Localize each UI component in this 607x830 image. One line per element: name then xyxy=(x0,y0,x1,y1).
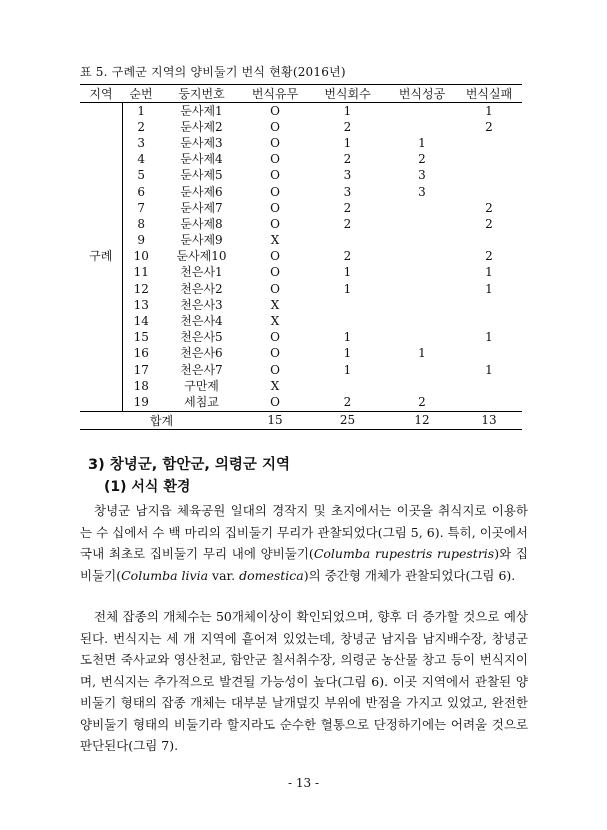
cell-number: 19 xyxy=(133,394,149,409)
table-row xyxy=(80,346,522,362)
table-row xyxy=(80,216,522,232)
cell-breeding: O xyxy=(270,330,280,345)
cell-breeding-failure xyxy=(456,378,522,394)
cell-nest-id: 둔사제10 xyxy=(176,249,227,264)
cell-nest-id: 천은사6 xyxy=(180,346,223,361)
cell-nest-id: 둔사제4 xyxy=(180,152,223,167)
table-row xyxy=(80,378,522,394)
cell-breeding: O xyxy=(270,346,280,361)
para1-scientific-name-2a: Columba livia xyxy=(121,567,209,583)
cell-number: 17 xyxy=(133,362,149,377)
cell-breeding-failure xyxy=(456,313,522,329)
table-row xyxy=(80,184,522,200)
cell-breeding-count: 2 xyxy=(343,152,352,167)
cell-breeding-count xyxy=(307,297,388,313)
cell-nest-id: 천은사4 xyxy=(180,314,223,329)
cell-breeding: O xyxy=(270,119,280,134)
paragraph-hybrids: 전체 잡종의 개체수는 50개체이상이 확인되었으며, 향후 더 증가할 것으로 예상된다. 번식지는 세 개 지역에 흩어져 있었는데, 창녕군 남지읍 남지배수장, 창녕군 도천면 죽사교와 영산천교, 함안군 칠서취수장, 의령군 농산물 창고 등이 번식지이며, 번식지는 추가적으로 발견될 가능성이 높다(그림 6). 이곳 지역에서 관찰된 양비둘기 형태의 잡종 개체는 대부분 날개덮깃 부위에 반점을 가지고 있었고, 완전한 양비둘기 형태의 비둘기라 할지라도 순수한 혈통으로 단정하기에는 어려울 것으로 판단된다(그림 7). xyxy=(80,609,528,753)
table-row xyxy=(80,394,522,411)
cell-breeding-count: 1 xyxy=(343,281,352,296)
cell-breeding-failure xyxy=(456,394,522,411)
cell-breeding: O xyxy=(270,103,280,118)
cell-nest-id: 세침교 xyxy=(184,394,219,409)
cell-breeding-count: 2 xyxy=(343,119,352,134)
cell-breeding-count xyxy=(307,233,388,249)
total-success: 12 xyxy=(388,411,456,429)
cell-breeding-success xyxy=(388,362,456,378)
cell-breeding-failure: 2 xyxy=(485,249,493,264)
cell-breeding: O xyxy=(270,152,280,167)
cell-nest-id: 둔사제9 xyxy=(180,233,223,248)
cell-breeding: X xyxy=(270,378,280,393)
table-row xyxy=(80,233,522,249)
total-count: 25 xyxy=(307,411,388,429)
cell-breeding-count: 1 xyxy=(343,135,352,150)
cell-breeding-failure xyxy=(456,297,522,313)
cell-breeding-failure: 1 xyxy=(485,330,493,345)
cell-breeding-count: 2 xyxy=(343,394,352,409)
table-total-row xyxy=(80,411,522,429)
cell-breeding-count xyxy=(307,313,388,329)
header-breeding-failure: 번식실패 xyxy=(456,85,522,103)
table-row xyxy=(80,135,522,151)
cell-breeding: O xyxy=(270,135,280,150)
table-row xyxy=(80,200,522,216)
cell-breeding-failure: 2 xyxy=(485,119,493,134)
header-region: 지역 xyxy=(80,85,122,103)
cell-breeding: O xyxy=(270,168,280,183)
cell-breeding-failure: 2 xyxy=(485,216,493,231)
cell-number: 12 xyxy=(133,281,149,296)
cell-breeding-success: 3 xyxy=(418,184,426,199)
cell-nest-id: 둔사제5 xyxy=(180,168,223,183)
cell-nest-id: 천은사2 xyxy=(180,281,223,296)
total-failure: 13 xyxy=(456,411,522,429)
cell-breeding-success: 1 xyxy=(418,346,426,361)
section-heading: 3) 창녕군, 함안군, 의령군 지역 xyxy=(88,457,291,473)
cell-breeding-success xyxy=(388,313,456,329)
table-header-row xyxy=(80,85,522,103)
table-row xyxy=(80,168,522,184)
cell-number: 14 xyxy=(133,314,149,329)
cell-breeding-failure xyxy=(456,168,522,184)
cell-breeding-count: 2 xyxy=(343,200,352,215)
cell-breeding: O xyxy=(270,362,280,377)
cell-breeding-success xyxy=(388,378,456,394)
cell-breeding-count: 1 xyxy=(343,362,352,377)
cell-region: 구례 xyxy=(80,103,122,412)
total-breeding: 15 xyxy=(243,411,307,429)
table-row xyxy=(80,330,522,346)
header-breeding: 번식유무 xyxy=(243,85,307,103)
table-row xyxy=(80,313,522,329)
table-row xyxy=(80,249,522,265)
header-nest-id: 둥지번호 xyxy=(160,85,243,103)
cell-number: 5 xyxy=(137,168,146,183)
cell-breeding-count: 2 xyxy=(343,216,352,231)
cell-breeding-success xyxy=(388,216,456,232)
cell-breeding: X xyxy=(270,297,280,312)
cell-number: 13 xyxy=(133,297,149,312)
cell-number: 11 xyxy=(133,265,149,280)
cell-breeding-failure xyxy=(456,135,522,151)
cell-breeding-failure xyxy=(456,184,522,200)
cell-nest-id: 천은사7 xyxy=(180,362,223,377)
cell-number: 7 xyxy=(137,200,146,215)
section-subheading: (1) 서식 환경 xyxy=(104,479,191,495)
breeding-status-table xyxy=(80,84,522,430)
para1-text-2: )와 집비둘기( xyxy=(80,546,528,583)
cell-number: 16 xyxy=(133,346,149,361)
table-caption: 표 5. 구례군 지역의 양비둘기 번식 현황(2016년) xyxy=(80,65,346,79)
para1-text-3: var. xyxy=(208,567,240,583)
table-row xyxy=(80,281,522,297)
cell-number: 8 xyxy=(137,216,146,231)
para1-text-1: 창녕군 남지읍 체육공원 일대의 경작지 및 초지에서는 이곳을 취식지로 이용하는 수 십에서 수 백 마리의 집비둘기 무리가 관찰되었다(그림 5, 6). 특히, 이곳에서 국내 최초로 집비둘기 무리 내에 양비둘기( xyxy=(80,503,528,561)
header-breeding-count: 번식회수 xyxy=(307,85,388,103)
para1-scientific-name-2b: domestica xyxy=(239,567,304,583)
cell-breeding: O xyxy=(270,265,280,280)
cell-number: 10 xyxy=(133,249,149,264)
cell-breeding-failure xyxy=(456,152,522,168)
cell-breeding-success xyxy=(388,200,456,216)
cell-breeding-success: 2 xyxy=(418,152,426,167)
cell-breeding-success xyxy=(388,249,456,265)
cell-number: 1 xyxy=(137,103,146,118)
total-label: 합계 xyxy=(80,411,243,429)
cell-nest-id: 천은사3 xyxy=(180,297,223,312)
cell-breeding-count: 1 xyxy=(343,330,352,345)
cell-number: 9 xyxy=(137,233,146,248)
cell-breeding-success xyxy=(388,103,456,120)
cell-breeding-success xyxy=(388,119,456,135)
para1-text-4: )의 중간형 개체가 관찰되었다(그림 6). xyxy=(303,567,516,583)
cell-number: 2 xyxy=(137,119,146,134)
cell-nest-id: 구만제 xyxy=(184,378,219,393)
cell-nest-id: 둔사제6 xyxy=(180,184,223,199)
cell-breeding: O xyxy=(270,281,280,296)
cell-breeding-success xyxy=(388,330,456,346)
cell-breeding-count: 1 xyxy=(343,103,352,118)
cell-breeding-failure xyxy=(456,233,522,249)
cell-breeding-count: 3 xyxy=(343,184,352,199)
cell-number: 6 xyxy=(137,184,146,199)
cell-number: 3 xyxy=(137,135,146,150)
cell-breeding-success: 3 xyxy=(418,168,426,183)
cell-nest-id: 둔사제2 xyxy=(180,119,223,134)
cell-breeding-success: 1 xyxy=(418,135,426,150)
cell-breeding: O xyxy=(270,394,280,409)
cell-breeding-count: 1 xyxy=(343,265,352,280)
cell-breeding-failure: 1 xyxy=(485,362,493,377)
table-body xyxy=(80,103,522,412)
cell-number: 18 xyxy=(133,378,149,393)
cell-breeding: X xyxy=(270,314,280,329)
cell-nest-id: 둔사제8 xyxy=(180,216,223,231)
cell-breeding-count xyxy=(307,378,388,394)
cell-breeding-failure xyxy=(456,346,522,362)
cell-breeding-failure: 2 xyxy=(485,200,493,215)
cell-breeding: O xyxy=(270,216,280,231)
cell-breeding-count: 2 xyxy=(343,249,352,264)
cell-breeding-failure: 1 xyxy=(485,103,493,118)
table-row xyxy=(80,119,522,135)
cell-breeding-failure: 1 xyxy=(485,281,493,296)
header-breeding-success: 번식성공 xyxy=(388,85,456,103)
cell-breeding-failure: 1 xyxy=(485,265,493,280)
cell-nest-id: 천은사1 xyxy=(180,265,223,280)
cell-breeding: O xyxy=(270,184,280,199)
table-row xyxy=(80,152,522,168)
cell-nest-id: 천은사5 xyxy=(180,330,223,345)
cell-breeding-success xyxy=(388,233,456,249)
cell-breeding-count: 3 xyxy=(343,168,352,183)
para1-scientific-name-1: Columba rupestris rupestris xyxy=(313,546,495,561)
table-row xyxy=(80,297,522,313)
cell-breeding: X xyxy=(270,233,280,248)
page-number: - 13 - xyxy=(287,776,319,790)
cell-breeding: O xyxy=(270,249,280,264)
cell-nest-id: 둔사제3 xyxy=(180,135,223,150)
cell-number: 15 xyxy=(133,330,149,345)
table-row xyxy=(80,362,522,378)
header-number: 순번 xyxy=(122,85,160,103)
paragraph-habitat xyxy=(80,500,528,586)
cell-breeding-count: 1 xyxy=(343,346,352,361)
cell-nest-id: 둔사제7 xyxy=(180,200,223,215)
cell-breeding-success xyxy=(388,281,456,297)
cell-breeding: O xyxy=(270,200,280,215)
cell-nest-id: 둔사제1 xyxy=(180,103,223,118)
cell-number: 4 xyxy=(137,152,146,167)
cell-breeding-success xyxy=(388,265,456,281)
cell-breeding-success xyxy=(388,297,456,313)
table-row xyxy=(80,265,522,281)
cell-breeding-success: 2 xyxy=(418,394,426,409)
table-row xyxy=(80,103,522,120)
